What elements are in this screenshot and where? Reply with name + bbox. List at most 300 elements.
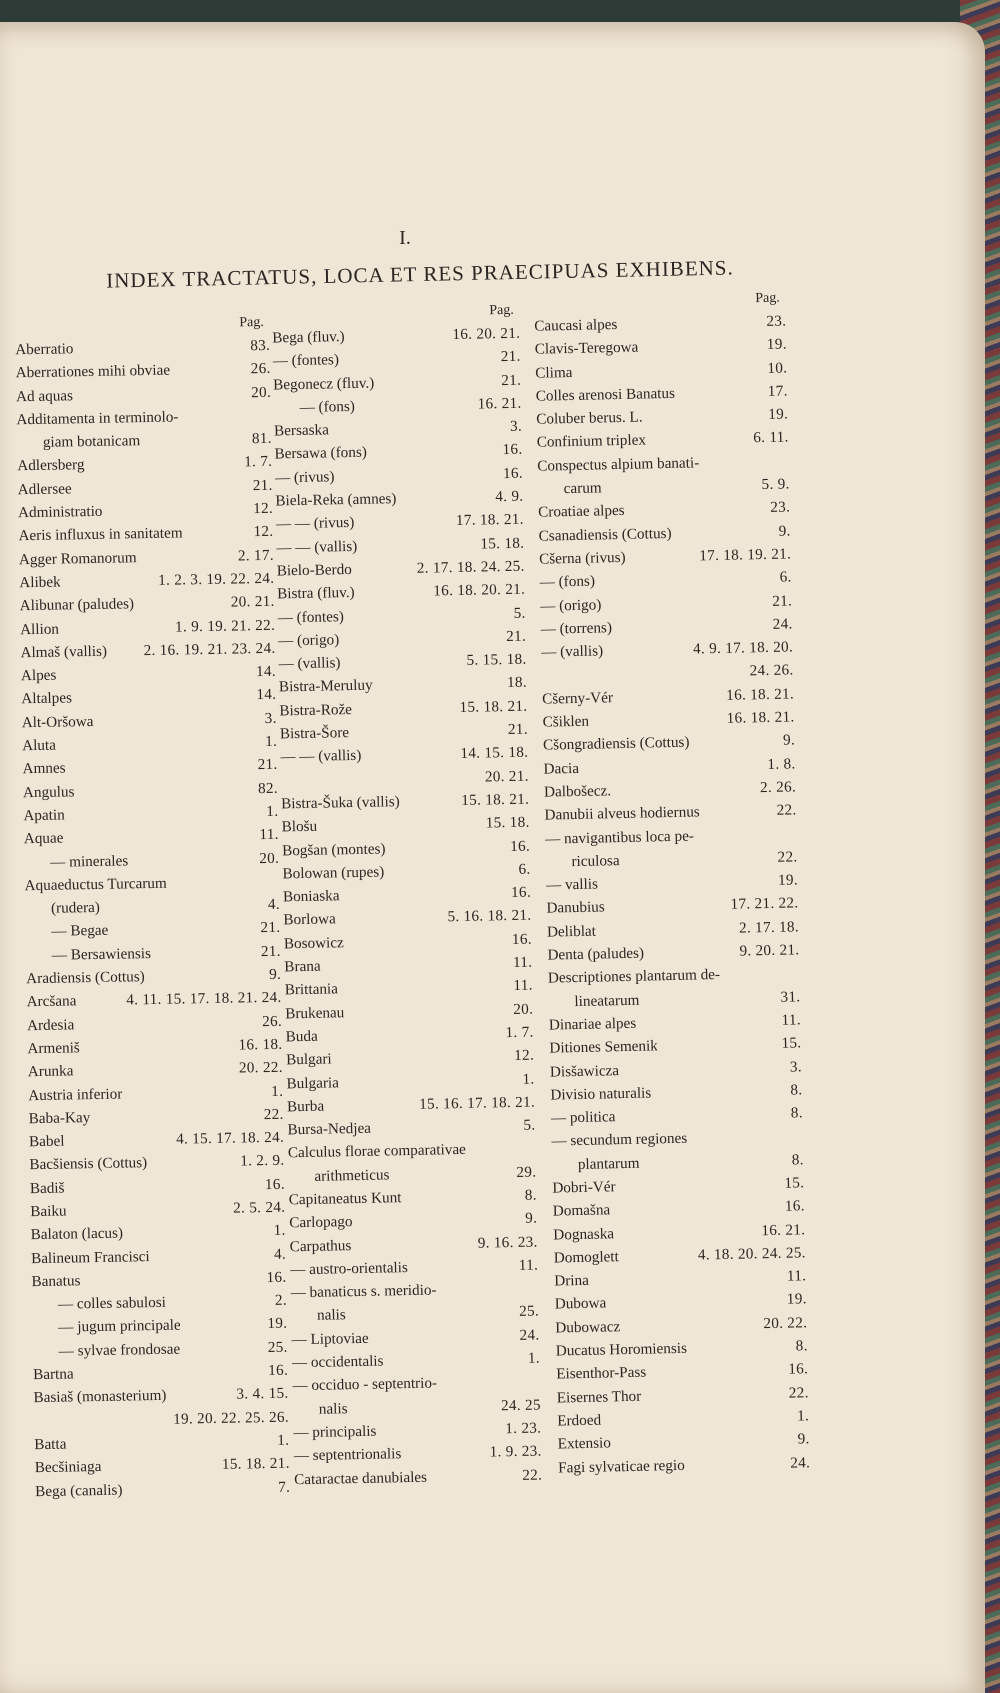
index-page-refs: 4. 18. 20. 24. 25. — [697, 1244, 806, 1264]
index-page-refs: 16. — [268, 1361, 289, 1380]
index-page-refs: 22. — [522, 1466, 543, 1484]
index-page-refs: 15. 18. 21. — [459, 697, 528, 716]
index-term: Aquae — [23, 829, 64, 848]
index-page-refs: 16. — [784, 1197, 805, 1215]
index-page-refs: 26. — [261, 1012, 283, 1030]
index-term: Carlopago — [289, 1213, 353, 1232]
index-page-refs: 21. — [772, 591, 793, 610]
index-column-1 — [15, 312, 291, 1503]
index-page-refs: 14. 15. 18. — [460, 743, 529, 763]
index-page-refs: 81. — [251, 430, 272, 448]
index-term: Conspectus alpium banati- — [537, 454, 700, 475]
index-page-refs: 1. 9. 19. 21. 22. — [174, 616, 276, 636]
index-term: Additamenta in terminolo- — [16, 408, 179, 429]
index-term: Burba — [286, 1097, 325, 1116]
index-term: — austro-orientalis — [290, 1258, 408, 1279]
index-entry — [273, 392, 521, 420]
index-page-refs: 19. — [777, 871, 799, 889]
index-term: Alibunar (paludes) — [19, 595, 135, 615]
index-page-refs: 9. — [269, 965, 282, 983]
index-page-refs: 19. — [768, 405, 789, 424]
index-term: — (origo) — [539, 595, 602, 615]
index-page-refs: 2. 17. 18. 24. 25. — [416, 557, 525, 577]
index-term: Cšerna (rivus) — [539, 548, 626, 568]
index-term: Armeniš — [27, 1039, 80, 1058]
index-term: Bolowan (rupes) — [282, 863, 385, 883]
index-page-refs: 19. — [267, 1315, 288, 1333]
index-page-refs: 16. 18. — [238, 1035, 283, 1054]
index-term: Drina — [554, 1272, 590, 1290]
index-term: Danubius — [546, 898, 605, 918]
index-term: Administratio — [17, 502, 103, 522]
index-entry — [34, 1405, 289, 1433]
index-page-refs: 8. — [524, 1186, 537, 1204]
index-entry — [35, 1475, 290, 1503]
index-term: Eisernes Thor — [556, 1387, 642, 1407]
index-page-refs: 19. — [786, 1290, 807, 1309]
index-page-refs: 5. — [523, 1116, 536, 1134]
index-page-refs: 21. — [257, 756, 278, 774]
index-page-refs: 21. — [260, 942, 281, 960]
index-page-refs: 3. 4. 15. — [236, 1385, 289, 1403]
index-term: — — (rivus) — [275, 514, 355, 533]
index-page-refs: 1. 7. — [505, 1023, 534, 1042]
index-page-refs: 24. 25 — [500, 1396, 541, 1414]
index-page-refs: 2. 17. 18. — [738, 918, 800, 937]
index-page-refs: 16. — [266, 1268, 287, 1286]
index-term: Biela-Reka (amnes) — [275, 490, 397, 510]
index-page-refs: 17. 18. 21. — [455, 511, 524, 530]
index-page-refs: 4. 9. — [495, 487, 524, 506]
index-entry — [26, 986, 281, 1014]
index-page-refs: 19. — [766, 335, 787, 354]
index-page-refs: 1. 23. — [505, 1419, 542, 1438]
index-term: Danubii alveus hodiernus — [544, 803, 700, 824]
index-page-refs: 18. — [506, 674, 528, 692]
index-page-refs: 16. — [264, 1175, 285, 1193]
column-header-pag: Pag. — [239, 314, 264, 331]
index-page-refs: 1. 2. 3. 19. 22. 24. — [158, 569, 275, 589]
index-page-refs: 3. — [264, 709, 277, 727]
index-page-refs: 2. 17. — [237, 546, 275, 565]
index-page-refs: 25. — [267, 1338, 288, 1356]
index-term: Apatin — [23, 806, 65, 825]
index-page-refs: 11. — [518, 1256, 539, 1274]
index-term: Bursa-Nedjea — [287, 1119, 372, 1139]
index-term: Bistra-Rože — [279, 700, 353, 720]
index-term: Aradiensis (Cottus) — [26, 968, 145, 988]
index-page-refs: 1. 7. — [244, 453, 273, 471]
index-page-refs: 20. — [250, 383, 272, 401]
index-term: Arcšana — [26, 992, 77, 1011]
index-entry — [294, 1440, 542, 1468]
index-term: — (torrens) — [540, 619, 613, 638]
index-page-refs: 20. — [513, 1000, 534, 1018]
index-page-refs: 9. — [778, 522, 791, 540]
index-page-refs: 16. — [502, 441, 523, 459]
index-term: Boniaska — [282, 887, 340, 906]
index-term: Caucasi alpes — [534, 316, 618, 335]
index-term: — — (vallis) — [276, 537, 358, 557]
index-term: Divisio naturalis — [550, 1084, 652, 1104]
index-term: Cšerny-Vér — [541, 688, 614, 708]
index-term: Deliblat — [546, 922, 597, 941]
index-page-refs: 15. — [781, 1034, 802, 1052]
index-page-refs: 20. 21. — [484, 767, 529, 786]
index-term: Dinariae alpes — [548, 1014, 637, 1034]
index-term: Denta (paludes) — [547, 944, 645, 964]
index-page-refs: 11. — [513, 976, 533, 995]
index-page-refs: 3. — [789, 1057, 803, 1076]
index-page-refs: 1. — [527, 1349, 541, 1367]
index-term: Austria inferior — [28, 1085, 123, 1104]
index-term: Capitaneatus Kunt — [288, 1189, 402, 1209]
index-page-refs: 22. — [263, 1105, 284, 1123]
index-page-refs: 15. 18. 21. — [221, 1454, 290, 1474]
index-page-refs: 16. — [510, 837, 531, 855]
index-term: Carpathus — [289, 1236, 352, 1255]
index-term: Badiš — [29, 1179, 65, 1197]
index-page-refs: 24. — [519, 1326, 540, 1344]
index-page-refs: 2. 16. 19. 21. 23. 24. — [143, 639, 276, 659]
index-term: Bulgaria — [286, 1073, 340, 1092]
index-term: Almaš (vallis) — [20, 642, 108, 662]
index-term: Descriptiones plantarum de- — [547, 966, 721, 987]
index-page-refs: 15. 18. — [485, 813, 530, 832]
index-page-refs: 2. 5. 24. — [233, 1198, 286, 1217]
column-header-pag: Pag. — [755, 290, 780, 307]
index-page-refs: 16. — [510, 883, 532, 902]
index-page-refs: 2. 26. — [759, 778, 797, 797]
index-term: — navigantibus loca pe- — [544, 827, 695, 848]
index-term: arithmeticus — [314, 1166, 390, 1185]
index-page-refs: 24. — [790, 1453, 811, 1472]
index-term: Erdoed — [557, 1411, 602, 1430]
index-entry — [279, 694, 527, 722]
index-page-refs: 12. — [253, 499, 274, 518]
index-page-refs: 11. — [259, 826, 279, 844]
page-number: I. — [399, 227, 411, 249]
index-term: Agger Romanorum — [18, 548, 137, 568]
index-term: Aluta — [22, 736, 57, 755]
index-page-refs: 4. 11. 15. 17. 18. 21. 24. — [126, 989, 282, 1009]
index-entry — [28, 1056, 283, 1084]
index-term: Colles arenosi Banatus — [535, 384, 676, 405]
index-column-2 — [272, 300, 543, 1491]
index-page-refs: 83. — [250, 336, 271, 355]
index-term: Cšongradiensis (Cottus) — [542, 733, 690, 755]
index-page-refs: 20. — [259, 849, 280, 867]
index-term: Bosowicz — [283, 933, 344, 953]
index-term: — (origo) — [277, 631, 340, 650]
index-term: Croatiae alpes — [538, 502, 625, 522]
index-term: Altalpes — [21, 689, 73, 708]
index-page-refs: 11. — [512, 953, 533, 971]
index-page-refs: 1. — [277, 1431, 290, 1449]
index-page-refs: 5. 16. 18. 21. — [447, 907, 532, 926]
index-term: Dubowa — [554, 1294, 607, 1314]
index-page-refs: 5. 9. — [761, 475, 790, 494]
index-page-refs: 22. — [777, 848, 798, 866]
index-term: Begonecz (fluv.) — [273, 374, 375, 394]
index-term: Bartna — [32, 1365, 74, 1384]
index-term: nalis — [316, 1306, 346, 1325]
index-entries — [534, 309, 810, 1479]
index-entry — [277, 578, 525, 606]
index-entry — [29, 1149, 284, 1177]
index-entry — [35, 1452, 290, 1480]
index-page-refs: 82. — [257, 779, 279, 797]
index-page-refs: 20. 22. — [238, 1058, 283, 1077]
index-term: Cšiklen — [542, 712, 590, 731]
index-term: — (fontes) — [277, 607, 345, 626]
index-page-refs: 4. — [267, 895, 281, 914]
index-page-refs: 6. — [779, 568, 792, 586]
index-page-refs: 21. — [505, 627, 527, 645]
index-term: Brukenau — [285, 1003, 345, 1022]
index-page-refs: 14. — [256, 686, 277, 704]
index-term: Eisenthor-Pass — [556, 1364, 647, 1383]
index-term: — principalis — [293, 1422, 377, 1442]
index-entry — [287, 1090, 535, 1118]
index-term: Banatus — [31, 1272, 81, 1291]
index-term: Amnes — [22, 759, 66, 778]
index-page-refs: 4. — [273, 1245, 287, 1263]
index-term: — Liptoviae — [291, 1329, 369, 1349]
index-term: Baiku — [30, 1202, 67, 1221]
index-entry — [289, 1230, 537, 1258]
index-term: — (rivus) — [274, 468, 335, 487]
index-term: Basiaš (monasterium) — [33, 1387, 167, 1407]
index-term: — secundum regiones — [551, 1130, 688, 1150]
index-term: Domašna — [552, 1201, 611, 1220]
index-entry — [281, 811, 529, 839]
index-entry — [20, 637, 275, 665]
index-term: — occidentalis — [291, 1352, 384, 1372]
index-entry — [30, 1196, 285, 1224]
index-entry — [558, 1451, 810, 1480]
index-page-refs: 1. — [273, 1222, 286, 1240]
index-entries — [15, 334, 290, 1503]
index-page-refs: 1. — [266, 802, 279, 820]
index-entry — [272, 322, 520, 350]
index-term: Bersawa (fons) — [274, 444, 368, 463]
index-term: Brittania — [284, 980, 339, 999]
index-term: Dalbošecz. — [543, 782, 612, 801]
index-term: (rudera) — [50, 899, 101, 917]
index-term: — (fons) — [539, 572, 596, 591]
index-term: Calculus florae comparativae — [287, 1141, 467, 1162]
index-term: Batta — [34, 1435, 67, 1454]
index-page-refs: 24. — [772, 615, 793, 633]
index-page-refs: 15. 18. — [480, 534, 525, 553]
index-page-refs: 1. — [797, 1407, 810, 1425]
index-page-refs: 5. 15. 18. — [466, 650, 527, 669]
index-page-refs: 14. — [255, 662, 277, 681]
index-page-refs: 22. — [776, 801, 797, 820]
index-term: Buda — [285, 1027, 318, 1046]
index-page-refs: 10. — [767, 359, 788, 377]
index-term: Balineum Francisci — [30, 1247, 150, 1267]
index-term: Clima — [535, 363, 573, 382]
index-term: plantarum — [577, 1154, 640, 1173]
index-term: Dognaska — [553, 1224, 615, 1244]
index-term: Aquaeductus Turcarum — [24, 874, 167, 895]
index-page-refs: 22. — [788, 1383, 809, 1402]
index-term: Dobri-Vér — [552, 1178, 616, 1197]
index-term: Csanadiensis (Cottus) — [538, 524, 672, 545]
index-term: Balaton (lacus) — [30, 1224, 124, 1244]
index-term: Blošu — [281, 817, 318, 836]
index-page-refs: 9. — [782, 731, 796, 749]
index-page-refs: 9. — [525, 1209, 538, 1228]
page-title: INDEX TRACTATUS, LOCA ET RES PRAECIPUAS EXHIBENS. — [105, 255, 734, 293]
index-term: Becšiniaga — [34, 1458, 102, 1477]
index-page-refs: 1. 8. — [767, 755, 796, 773]
index-term: — politica — [550, 1108, 616, 1127]
index-term: — (fontes) — [272, 351, 340, 370]
index-page-refs: 16. 21. — [761, 1220, 806, 1239]
index-page-refs: 1. — [522, 1070, 535, 1088]
index-term: — colles sabulosi — [57, 1293, 167, 1313]
index-term: Cataractae danubiales — [294, 1468, 428, 1488]
index-term: Fagi sylvaticae regio — [558, 1456, 685, 1477]
index-page-refs: 16. 18. 21. — [726, 685, 795, 704]
index-term: — — (vallis) — [280, 747, 362, 766]
index-term: Bega (canalis) — [35, 1481, 123, 1500]
index-term: — (vallis) — [540, 642, 604, 661]
index-term: — vallis — [545, 875, 599, 894]
index-term: giam botanicam — [42, 432, 141, 452]
index-page-refs: 2. — [274, 1291, 288, 1310]
index-term: Aberrationes mihi obviae — [15, 361, 171, 382]
index-term: — Begae — [51, 922, 109, 941]
index-term: — sylvae frondosae — [58, 1340, 181, 1360]
index-page-refs: 9. 20. 21. — [739, 941, 800, 960]
index-term: Clavis-Teregowa — [534, 338, 639, 359]
index-page-refs: 16. 18. 20. 21. — [433, 580, 526, 600]
book-page — [0, 22, 985, 1693]
index-term: Alt-Oršowa — [21, 712, 94, 732]
index-term: nalis — [318, 1399, 348, 1418]
index-page-refs: 21. — [500, 348, 521, 366]
index-page-refs: 15. — [784, 1174, 805, 1192]
index-page-refs: 4. 9. 17. 18. 20. — [692, 638, 794, 658]
index-page-refs: 1. — [264, 732, 278, 751]
index-page-refs: 1. 9. 23. — [489, 1442, 542, 1461]
index-page-refs: 21. — [252, 476, 273, 494]
index-page-refs: 12. — [253, 523, 274, 541]
index-term: Babel — [28, 1132, 65, 1151]
index-page-refs: 16. 18. 21. — [726, 708, 795, 727]
index-term: Bulgari — [285, 1050, 332, 1069]
index-term: Dacia — [543, 759, 580, 778]
index-page-refs: 8. — [790, 1081, 803, 1099]
index-page-refs: 16. — [511, 930, 533, 948]
index-term: Ad aquas — [15, 386, 74, 405]
index-column-3 — [534, 287, 811, 1479]
index-term: carum — [563, 479, 602, 498]
index-term: Allion — [19, 620, 60, 638]
index-page-refs: 20. 21. — [230, 593, 275, 611]
index-term: Disšawicza — [549, 1061, 620, 1081]
index-page-refs: 4. 15. 17. 18. 24. — [175, 1128, 285, 1148]
index-entry — [283, 904, 531, 932]
index-term: Bega (fluv.) — [272, 328, 345, 347]
index-term: — (fons) — [299, 397, 356, 416]
index-page-refs: 31. — [780, 987, 801, 1006]
index-term: Brana — [284, 957, 321, 976]
index-page-refs: 29. — [516, 1163, 537, 1181]
index-page-refs: 23. — [766, 312, 787, 330]
index-page-refs: 21. — [507, 720, 528, 739]
index-term: — septentrionalis — [293, 1445, 402, 1465]
index-term: Bogšan (montes) — [281, 839, 386, 859]
index-term: Bistra (fluv.) — [277, 584, 355, 603]
index-page-refs: 17. 21. 22. — [730, 894, 799, 914]
index-page-refs: 16. 21. — [477, 394, 522, 413]
index-entries — [272, 322, 542, 1491]
index-entry — [294, 1463, 542, 1491]
index-term: — occiduo - septentrio- — [292, 1374, 438, 1395]
index-page-refs: 20. 22. — [763, 1314, 808, 1332]
index-page-refs: 15. 16. 17. 18. 21. — [419, 1093, 536, 1113]
index-term: Adlersberg — [17, 456, 85, 475]
index-term: Ardesia — [26, 1015, 75, 1034]
index-page-refs: 1. — [271, 1082, 284, 1100]
index-page-refs: 16. — [788, 1360, 809, 1379]
index-term: Aeris influxus in sanitatem — [18, 524, 183, 545]
index-term: Alpes — [20, 666, 57, 685]
index-page-refs: 9. 16. 23. — [477, 1233, 538, 1252]
index-page-refs: 8. — [790, 1104, 804, 1122]
index-page-refs: 16. — [502, 464, 524, 482]
index-page-refs: 8. — [795, 1337, 808, 1355]
index-page-refs: 21. — [260, 919, 281, 937]
index-page-refs: 24. 26. — [749, 661, 794, 680]
index-page-refs: 21. — [501, 371, 522, 389]
index-term: Extensio — [557, 1434, 612, 1453]
index-page-refs: 6. 11. — [753, 428, 789, 447]
index-page-refs: 3. — [509, 417, 523, 436]
index-page-refs: 26. — [250, 360, 271, 378]
index-term: Bistra-Meruluy — [278, 677, 373, 696]
index-term: Baba-Kay — [28, 1108, 91, 1127]
index-term: Bistra-Šuka (vallis) — [281, 793, 400, 813]
index-page-refs: 11. — [786, 1267, 807, 1285]
index-term: — jugum principale — [58, 1317, 181, 1337]
index-term: Ditiones Semenik — [549, 1037, 659, 1057]
index-term: — (vallis) — [278, 654, 341, 673]
index-term: Bacšiensis (Cottus) — [29, 1154, 148, 1174]
index-page-refs: 8. — [791, 1150, 804, 1169]
index-page-refs: 25. — [518, 1303, 540, 1321]
index-page-refs: 16. 20. 21. — [452, 324, 521, 344]
index-page-refs: 5. — [513, 604, 526, 622]
index-term: Borlowa — [283, 910, 336, 929]
index-page-refs: 1. 2. 9. — [240, 1152, 285, 1170]
index-term: — minerales — [50, 851, 129, 871]
index-term: lineatarum — [574, 991, 640, 1010]
index-page-refs: 17. — [767, 382, 788, 400]
index-page-refs: 7. — [277, 1478, 291, 1496]
index-term: Angulus — [22, 782, 75, 801]
index-term: riculosa — [571, 851, 620, 870]
index-page-refs: 9. — [797, 1430, 810, 1448]
index-term: Aberratio — [15, 340, 74, 359]
index-term: Dubowacz — [555, 1317, 621, 1337]
index-page-refs: 15. 18. 21. — [461, 790, 530, 809]
